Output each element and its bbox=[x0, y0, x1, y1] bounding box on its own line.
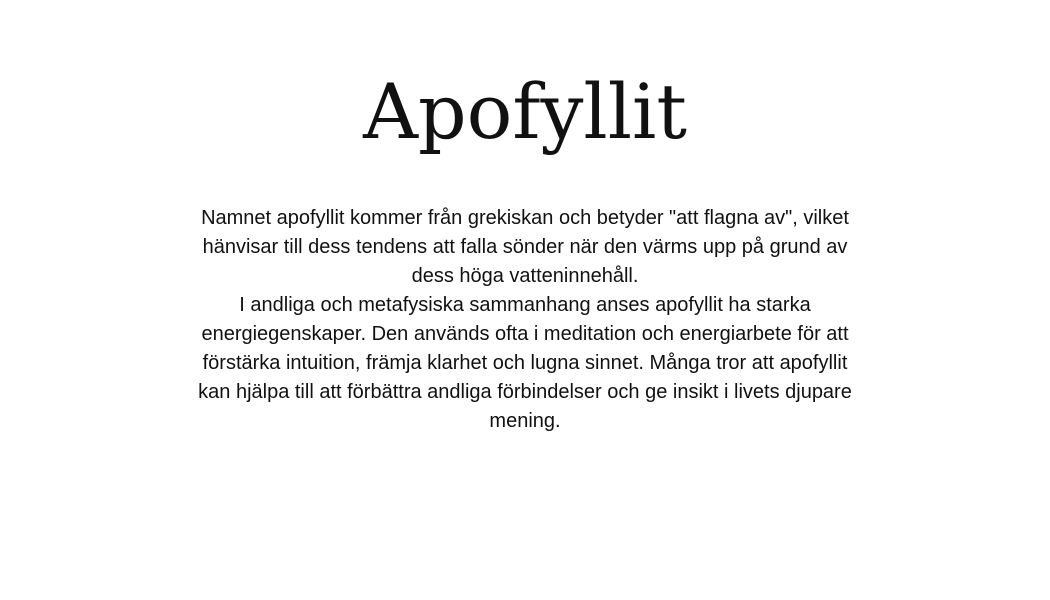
paragraph-etymology: Namnet apofyllit kommer från grekiskan och betyder "att flagna av", vilket hänvisar till dess tendens att falla sönder när den värms upp på grund av dess höga vatteninnehåll. bbox=[201, 207, 849, 287]
page-title: Apofyllit bbox=[363, 67, 687, 156]
paragraph-spiritual: I andliga och metafysiska sammanhang anses apofyllit ha starka energiegenskaper. Den används ofta i meditation och energiarbete för att förstärka intuition, främja klarhet och lugna sinnet. Många tror att apofyllit kan hjälpa till att förbättra andliga förbindelser och ge insikt i livets djupare mening. bbox=[198, 294, 852, 432]
description bbox=[190, 204, 860, 436]
